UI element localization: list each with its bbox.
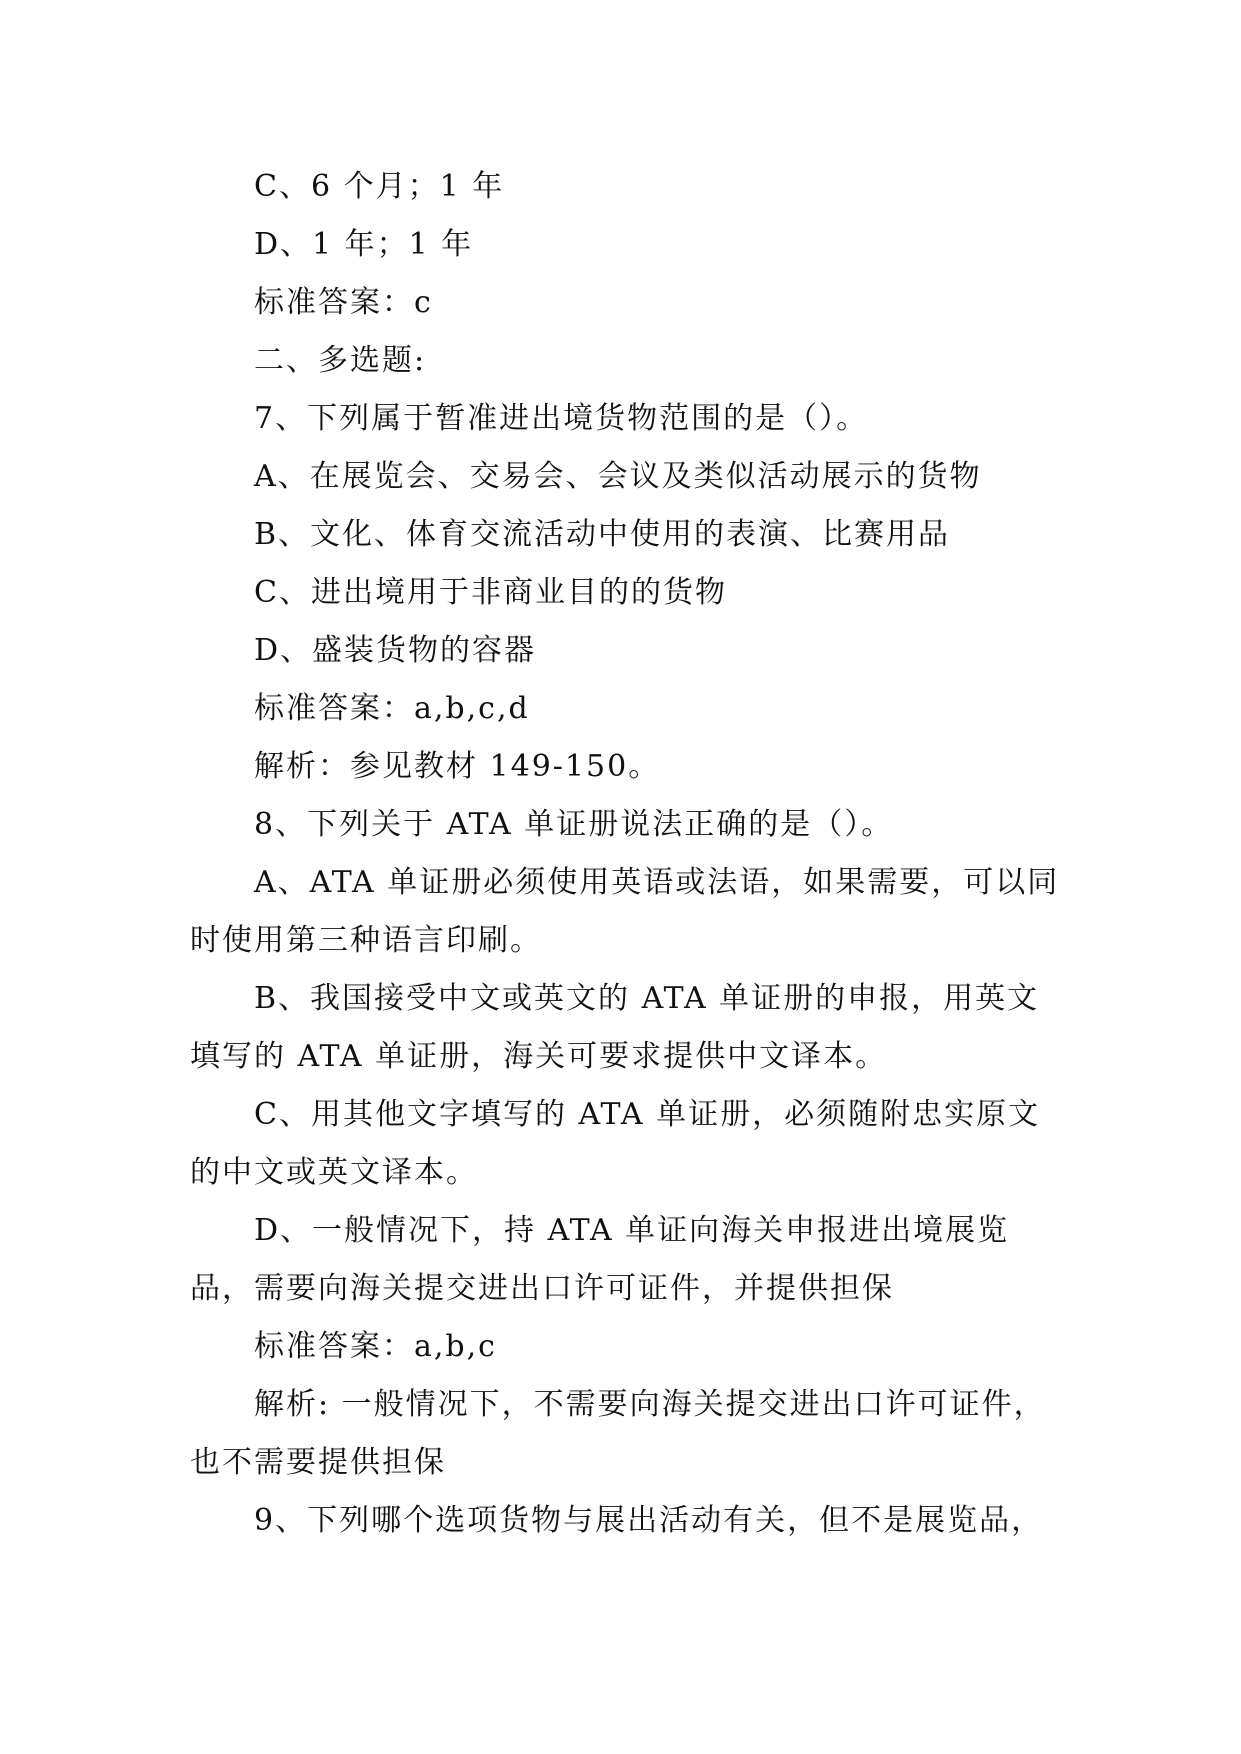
question-8-option-c: C、用其他文字填写的 ATA 单证册，必须随附忠实原文的中文或英文译本。 xyxy=(190,1097,1041,1190)
question-8-option-b: B、我国接受中文或英文的 ATA 单证册的申报，用英文填写的 ATA 单证册，海关可要求提供中文译本。 xyxy=(190,981,1040,1074)
option-d-line: D、1 年；1 年 xyxy=(254,227,474,262)
document-body xyxy=(190,158,1070,1550)
question-9: 9、下列哪个选项货物与展出活动有关，但不是展览品， xyxy=(254,1503,1044,1538)
question-8-answer: 标准答案：a,b,c xyxy=(254,1329,497,1364)
question-7-option-c: C、进出境用于非商业目的的货物 xyxy=(254,575,727,610)
answer-line: 标准答案：c xyxy=(254,285,433,320)
option-c-line: C、6 个月；1 年 xyxy=(254,169,505,204)
question-8: 8、下列关于 ATA 单证册说法正确的是（）。 xyxy=(254,807,894,842)
question-8-explanation: 解析: 一般情况下，不需要向海关提交进出口许可证件，也不需要提供担保 xyxy=(190,1387,1046,1480)
question-7-answer: 标准答案：a,b,c,d xyxy=(254,691,530,726)
question-7: 7、下列属于暂准进出境货物范围的是（）。 xyxy=(254,401,869,436)
question-7-option-b: B、文化、体育交流活动中使用的表演、比赛用品 xyxy=(254,517,951,552)
question-7-explanation: 解析：参见教材 149-150。 xyxy=(254,749,661,784)
question-7-option-d: D、盛装货物的容器 xyxy=(254,633,537,668)
question-8-option-a: A、ATA 单证册必须使用英语或法语，如果需要，可以同时使用第三种语言印刷。 xyxy=(190,865,1060,958)
section-heading: 二、多选题: xyxy=(254,343,427,378)
question-8-option-d: D、一般情况下，持 ATA 单证向海关申报进出境展览品，需要向海关提交进出口许可证件，并提供担保 xyxy=(190,1213,1010,1306)
question-7-option-a: A、在展览会、交易会、会议及类似活动展示的货物 xyxy=(254,459,982,494)
